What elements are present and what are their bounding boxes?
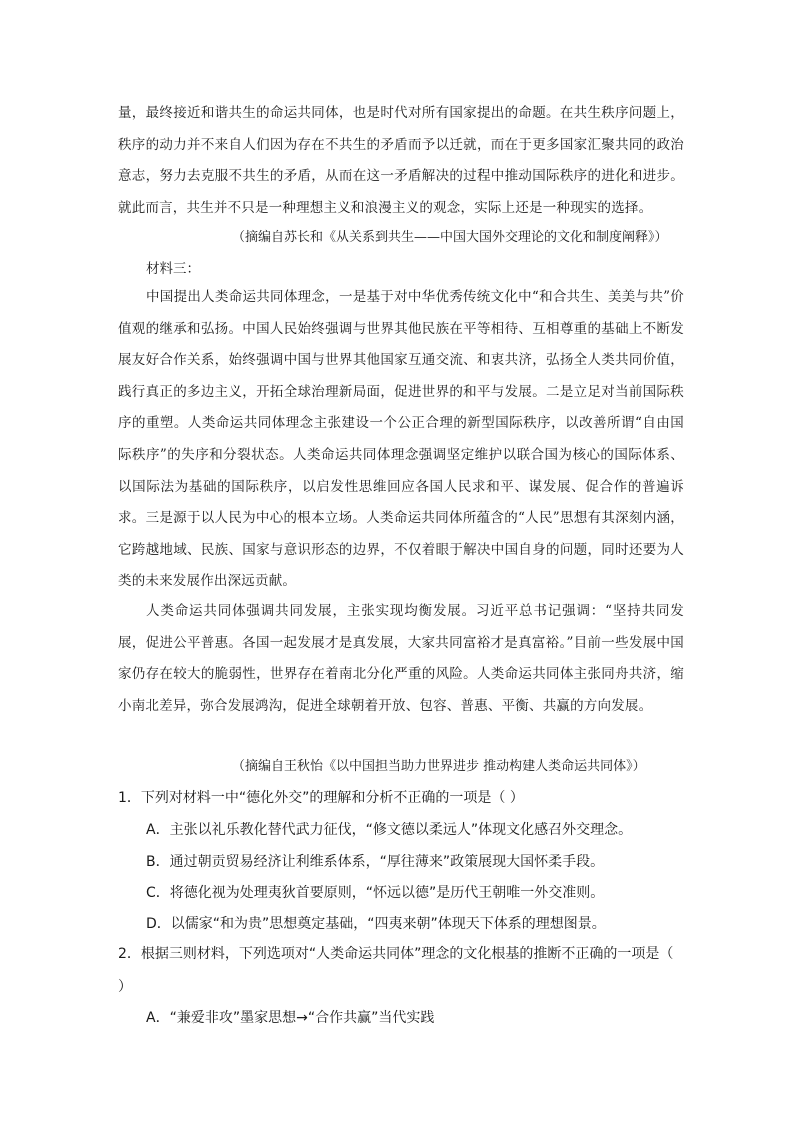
- material-3-label: 材料三：: [146, 261, 200, 277]
- question-1-stem: 1．下列对材料一中“德化外交”的理解和分析不正确的一项是（ ）: [118, 790, 524, 806]
- passage-paragraph-3: [118, 596, 684, 722]
- question-1-option-c[interactable]: C．将德化视为处理夷狄首要原则，“怀远以德”是历代王朝唯一外交准则。: [146, 885, 605, 901]
- question-2-option-a[interactable]: A．“兼爱非攻”墨家思想→“合作共赢”当代实践: [146, 1010, 435, 1026]
- question-1-option-b[interactable]: B．通过朝贡贸易经济让利维系体系，“厚往薄来”政策展现大国怀柔手段。: [146, 854, 605, 870]
- question-1-option-d[interactable]: D．以儒家“和为贵”思想奠定基础，“四夷来朝”体现天下体系的理想图景。: [146, 916, 606, 932]
- paragraph-text: 人类命运共同体强调共同发展，主张实现均衡发展。习近平总书记强调：“坚持共同发展，促进公平普惠。各国一起发展才是真发展，大家共同富裕才是真富裕。”目前一些发展中国家仍存在较大的脆弱性，世界存在着南北分化严重的风险。人类命运共同体主张同舟共济，缩小南北差异，弥合发展鸿沟，促进全球朝着开放、包容、普惠、平衡、共赢的方向发展。: [118, 603, 684, 714]
- source-citation-2: （摘编自王秋怡《以中国担当助力世界进步 推动构建人类命运共同体》）: [232, 759, 646, 774]
- question-2-stem: 2．根据三则材料，下列选项对“人类命运共同体”理念的文化根基的推断不正确的一项是（ ）: [118, 946, 674, 995]
- paragraph-text: 量，最终接近和谐共生的命运共同体，也是时代对所有国家提出的命题。在共生秩序问题上，秩序的动力并不来自人们因为存在不共生的矛盾而予以迁就，而在于更多国家汇聚共同的政治意志，努力去克服不共生的矛盾，从而在这一矛盾解决的过程中推动国际秩序的进化和进步。就此而言，共生并不只是一种理想主义和浪漫主义的观念，实际上还是一种现实的选择。: [118, 105, 684, 216]
- passage-paragraph-1: [118, 98, 684, 224]
- question-1-option-a[interactable]: A．主张以礼乐教化替代武力征伐，“修文德以柔远人”体现文化感召外交理念。: [146, 822, 633, 838]
- paragraph-text: 中国提出人类命运共同体理念，一是基于对中华优秀传统文化中“和合共生、美美与共”价值观的继承和弘扬。中国人民始终强调与世界其他民族在平等相待、互相尊重的基础上不断发展友好合作关系，始终强调中国与世界其他国家互通交流、和衷共济，弘扬全人类共同价值，践行真正的多边主义，开拓全球治理新局面，促进世界的和平与发展。二是立足对当前国际秩序的重塑。人类命运共同体理念主张建设一个公正合理的新型国际秩序，以改善所谓“自由国际秩序”的失序和分裂状态。人类命运共同体理念强调坚定维护以联合国为核心的国际体系、以国际法为基础的国际秩序，以启发性思维回应各国人民求和平、谋发展、促合作的普遍诉求。三是源于以人民为中心的根本立场。人类命运共同体所蕴含的“人民”思想有其深刻内涵，它跨越地域、民族、国家与意识形态的边界，不仅着眼于解决中国自身的问题，同时还要为人类的未来发展作出深远贡献。: [118, 289, 684, 590]
- passage-paragraph-2: [118, 282, 684, 598]
- source-citation-1: （摘编自苏长和《从关系到共生——中国大国外交理论的文化和制度阐释》）: [232, 230, 668, 245]
